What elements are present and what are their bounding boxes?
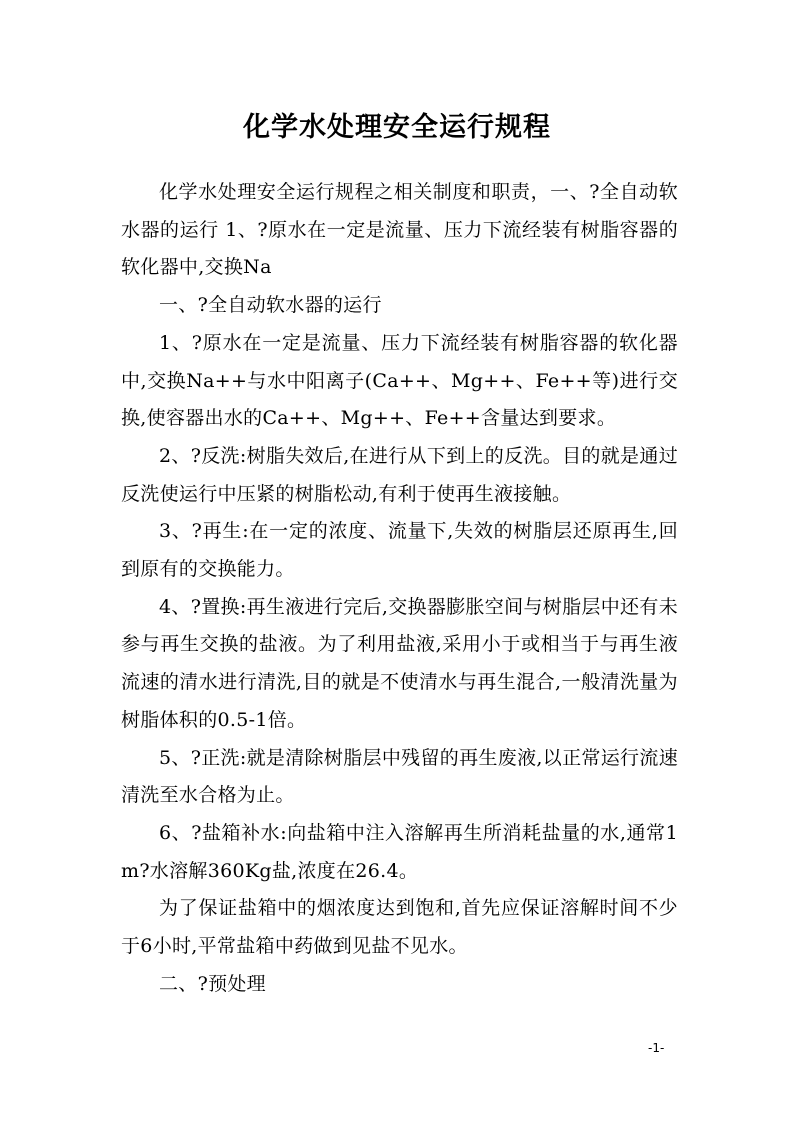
document-body: [121, 174, 678, 1003]
section-heading-softener: 一、?全自动软水器的运行: [159, 294, 382, 317]
paragraph-intro: 化学水处理安全运行规程之相关制度和职责，一、?全自动软水器的运行 1、?原水在一定是流量、压力下流经装有树脂容器的软化器中,交换Na: [121, 181, 678, 279]
paragraph-step-6: 6、?盐箱补水:向盐箱中注入溶解再生所消耗盐量的水,通常1m?水溶解360Kg盐,浓度在26.4。: [121, 821, 678, 882]
paragraph-step-5: 5、?正洗:就是清除树脂层中残留的再生废液,以正常运行流速清洗至水合格为止。: [121, 746, 678, 807]
page-number: -1-: [648, 1041, 665, 1055]
paragraph-step-2: 2、?反洗:树脂失效后,在进行从下到上的反洗。目的就是通过反洗使运行中压紧的树脂松动,有利于使再生液接触。: [121, 444, 678, 505]
paragraph-step-3: 3、?再生:在一定的浓度、流量下,失效的树脂层还原再生,回到原有的交换能力。: [121, 520, 678, 581]
paragraph-step-4: 4、?置换:再生液进行完后,交换器膨胀空间与树脂层中还有未参与再生交换的盐液。为了利用盐液,采用小于或相当于与再生液流速的清水进行清洗,目的就是不使清水与再生混合,一般清洗量为树脂体积的0.5-1倍。: [121, 595, 678, 731]
paragraph-salt-note: 为了保证盐箱中的烟浓度达到饱和,首先应保证溶解时间不少于6小时,平常盐箱中药做到见盐不见水。: [121, 897, 678, 958]
paragraph-step-1: 1、?原水在一定是流量、压力下流经装有树脂容器的软化器中,交换Na++与水中阳离子(Ca++、Mg++、Fe++等)进行交换,使容器出水的Ca++、Mg++、Fe++含量达到要求。: [121, 331, 678, 430]
document-title: 化学水处理安全运行规程: [243, 112, 551, 143]
section-heading-pretreatment: 二、?预处理: [159, 972, 266, 995]
